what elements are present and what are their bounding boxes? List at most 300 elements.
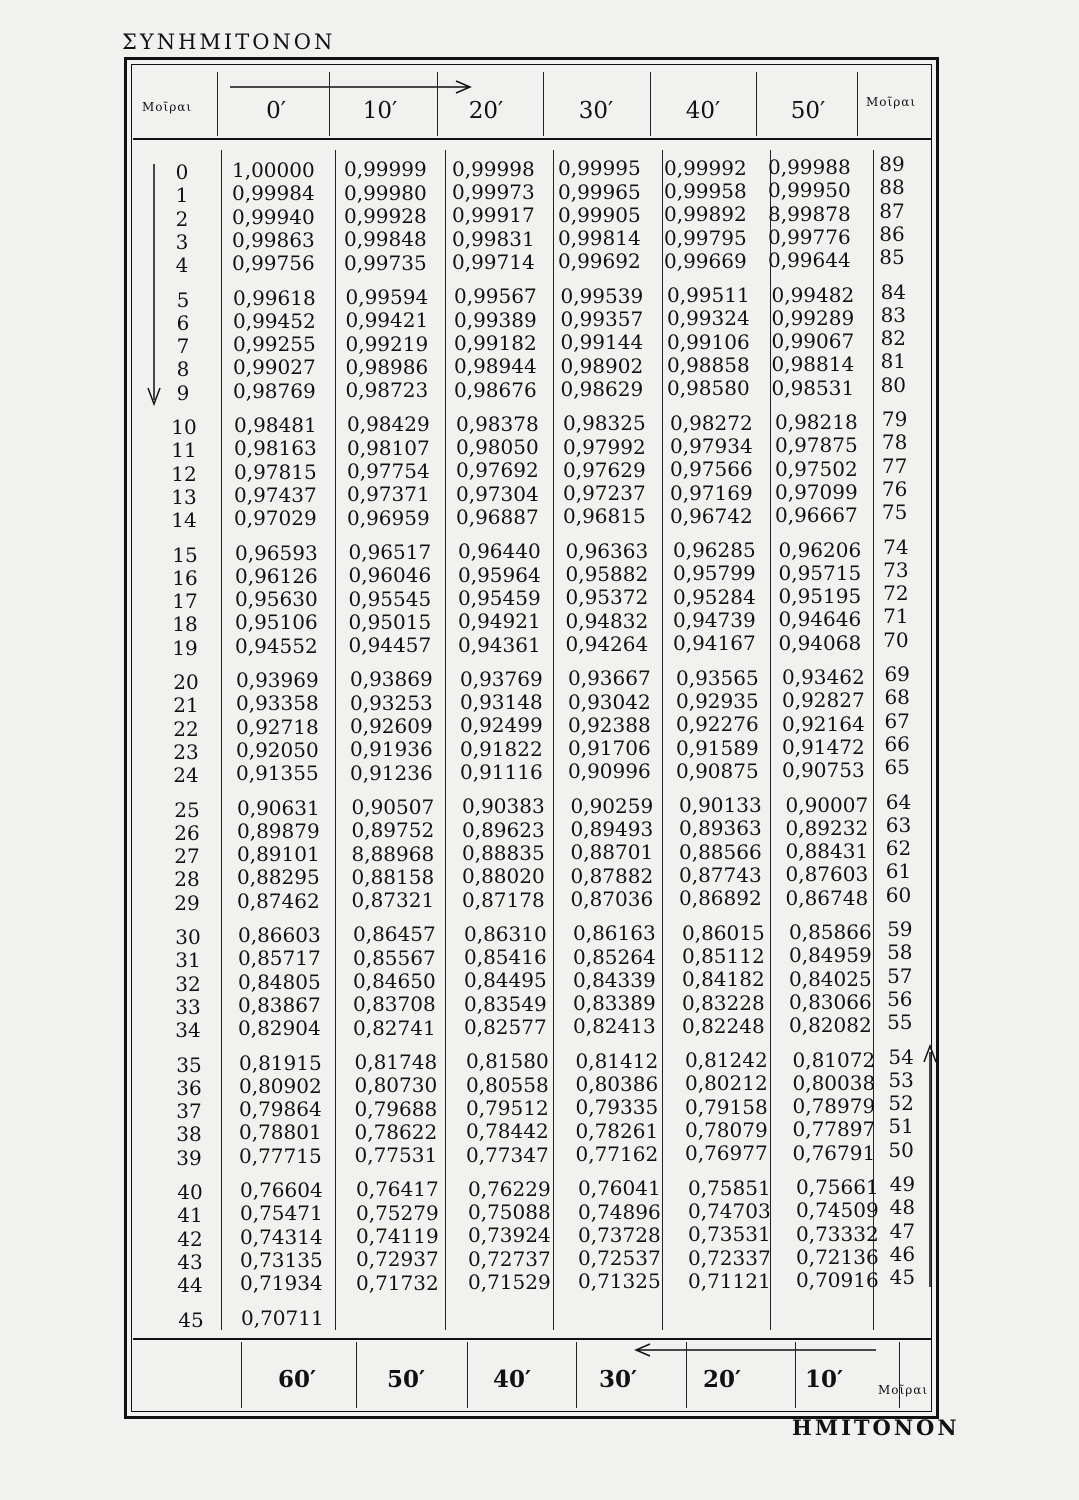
complement-degree-label: 79 [881, 407, 908, 431]
value-cell: 0,87603 [785, 862, 869, 887]
complement-degree-label: 80 [880, 372, 907, 397]
degree-label: 9 [176, 380, 190, 405]
value-cell: 0,81915 [239, 1050, 322, 1075]
complement-degree-label: 61 [885, 859, 912, 884]
value-cell: 0,73332 [796, 1221, 879, 1246]
header-divider-5 [756, 72, 757, 136]
degree-label: 14 [171, 508, 197, 533]
value-cell: 0,72136 [796, 1244, 879, 1269]
value-cell: 0,85264 [573, 944, 656, 969]
value-cell: 0,92276 [676, 712, 759, 737]
value-cell: 0,95964 [458, 562, 541, 587]
value-cell: 0,96742 [670, 503, 753, 528]
complement-degree-label: 60 [885, 882, 912, 907]
value-cell: 0,90507 [351, 794, 435, 819]
value-cell: 0,99998 [452, 156, 535, 181]
degree-label: 25 [174, 797, 200, 822]
value-cell: 0,94646 [778, 607, 862, 632]
value-cell: 0,78979 [792, 1094, 876, 1119]
value-cell: 0,99995 [558, 156, 641, 181]
value-cell: 0,95015 [348, 609, 432, 634]
value-cell: 0,99965 [558, 179, 641, 204]
value-cell: 0,92827 [782, 688, 865, 713]
header-divider-4 [650, 72, 651, 136]
degree-label: 0 [175, 160, 189, 184]
header-col-1: 10′ [362, 98, 398, 124]
footer-col-0: 60′ [277, 1366, 317, 1393]
complement-degree-label: 70 [883, 627, 909, 652]
header-divider-6 [857, 72, 858, 136]
value-cell: 0,74703 [688, 1198, 771, 1223]
value-cell: 0,96363 [565, 538, 649, 563]
complement-degree-label: 66 [884, 731, 910, 756]
value-cell: 0,99644 [768, 248, 851, 273]
column-divider-1 [335, 150, 336, 1330]
value-cell: 0,76791 [792, 1140, 876, 1165]
value-cell: 0,98272 [670, 410, 753, 435]
degree-label: 42 [177, 1226, 203, 1251]
value-cell: 0,99357 [560, 307, 644, 331]
value-cell: 0,76041 [578, 1176, 661, 1201]
value-cell: 0,88431 [785, 839, 869, 864]
value-cell: 0,91706 [568, 736, 651, 761]
value-cell: 0,90007 [785, 792, 869, 817]
degree-label: 13 [171, 484, 197, 509]
degree-label: 16 [172, 565, 198, 590]
value-cell: 0,92050 [236, 737, 319, 762]
value-cell: 0,90383 [462, 794, 545, 819]
value-cell: 0,98676 [454, 377, 537, 402]
value-cell: 0,85112 [682, 943, 765, 968]
value-cell: 0,99848 [344, 227, 427, 252]
value-cell: 0,92164 [782, 711, 865, 736]
value-cell: 0,93358 [236, 691, 319, 716]
value-cell: 0,99324 [667, 306, 750, 331]
value-cell: 0,99973 [452, 180, 535, 205]
complement-degree-label: 50 [888, 1137, 914, 1162]
value-cell: 0,75851 [688, 1175, 771, 1200]
degree-label: 23 [173, 739, 199, 764]
value-cell: 0,76417 [356, 1177, 439, 1202]
value-cell: 0,79158 [685, 1094, 768, 1119]
value-cell: 0,88566 [679, 839, 762, 864]
value-cell: 0,99421 [345, 308, 429, 333]
complement-degree-label: 76 [881, 476, 908, 501]
value-cell: 0,94068 [778, 630, 862, 655]
value-cell: 0,98580 [667, 376, 750, 401]
value-cell: 0,96815 [563, 504, 646, 529]
value-cell: 0,85567 [353, 945, 436, 970]
degree-label: 24 [173, 763, 199, 788]
value-cell: 0,95195 [778, 584, 862, 609]
value-cell: 0,99027 [233, 355, 316, 380]
value-cell: 0,98378 [456, 411, 539, 436]
value-cell: 0,99539 [560, 283, 644, 308]
value-cell: 0,83708 [353, 992, 436, 1017]
value-cell: 0,95284 [673, 584, 756, 609]
header-divider-2 [437, 72, 438, 136]
value-cell: 0,99255 [233, 332, 316, 357]
value-cell: 0,96440 [458, 539, 541, 564]
complement-degree-label: 55 [887, 1010, 913, 1035]
degree-label: 15 [172, 542, 198, 567]
value-cell: 0,79688 [354, 1096, 438, 1121]
degree-label: 8 [176, 357, 190, 382]
value-cell: 0,99988 [768, 155, 851, 179]
footer-divider-6 [899, 1342, 900, 1408]
value-cell: 0,97371 [347, 482, 430, 507]
value-cell: 0,90259 [570, 793, 654, 818]
degree-label: 19 [172, 635, 198, 660]
degree-label: 3 [175, 229, 189, 254]
value-cell: 0,93869 [350, 667, 433, 692]
value-cell: 0,99863 [232, 227, 315, 252]
value-cell: 0,97754 [347, 459, 430, 483]
value-cell: 0,89101 [237, 842, 320, 867]
value-cell: 0,97934 [670, 433, 753, 458]
footer-col-2: 40′ [492, 1366, 532, 1393]
footer-divider-1 [356, 1342, 357, 1408]
value-cell: 0,78079 [685, 1118, 768, 1142]
footer-col-1: 50′ [386, 1366, 426, 1393]
value-cell: 0,82741 [353, 1015, 436, 1040]
value-cell: 0,98629 [560, 376, 644, 401]
degree-label: 18 [172, 612, 198, 637]
value-cell: 0,79512 [466, 1095, 549, 1120]
value-cell: 0,86748 [785, 885, 869, 910]
value-cell: 0,90133 [679, 793, 762, 818]
value-cell: 0,82413 [573, 1014, 656, 1039]
value-cell: 0,98858 [667, 353, 750, 377]
value-cell: 0,98429 [347, 412, 430, 437]
value-cell: 0,84650 [353, 969, 436, 993]
value-cell: 0,90631 [237, 795, 320, 820]
value-cell: 0,77347 [466, 1142, 549, 1167]
value-cell: 0,71529 [468, 1270, 551, 1294]
right-arrow-icon [228, 78, 478, 96]
value-cell: 0,95799 [673, 561, 756, 586]
header-divider-1 [329, 72, 330, 136]
degree-label: 32 [175, 971, 201, 996]
degree-label: 28 [174, 867, 200, 892]
value-cell: 0,70711 [241, 1305, 324, 1330]
value-cell: 0,99905 [558, 202, 641, 227]
value-cell: 0,94832 [565, 608, 649, 633]
value-cell: 0,95630 [235, 587, 318, 612]
value-cell: 0,87743 [679, 863, 762, 887]
value-cell: 0,99289 [771, 305, 855, 330]
value-cell: 0,99144 [560, 330, 644, 355]
degree-label: 34 [175, 1018, 201, 1043]
degree-label: 12 [171, 461, 197, 486]
value-cell: 0,80386 [575, 1072, 659, 1096]
value-cell: 0,83549 [464, 991, 547, 1016]
value-cell: 0,96206 [778, 537, 862, 562]
header-right-label: Μοῖραι [866, 95, 917, 109]
value-cell: 0,76229 [468, 1176, 551, 1201]
complement-degree-label: 85 [879, 245, 905, 270]
value-cell: 0,81242 [685, 1048, 768, 1073]
complement-degree-label: 49 [889, 1172, 916, 1196]
value-cell: 8,99878 [768, 201, 851, 226]
column-divider-4 [662, 150, 663, 1330]
value-cell: 0,95372 [565, 585, 649, 610]
bottom-title: ΗΜΙΤΟΝΟΝ [792, 1415, 960, 1440]
degree-label: 41 [177, 1203, 203, 1228]
complement-degree-label: 78 [881, 430, 908, 455]
value-cell: 0,91589 [676, 735, 759, 760]
degree-label: 4 [175, 253, 189, 278]
complement-degree-label: 46 [889, 1241, 916, 1266]
value-cell: 0,99182 [454, 330, 537, 355]
top-title: ΣΥΝΗΜΙΤΟΝΟΝ [122, 30, 336, 54]
value-cell: 0,96593 [235, 540, 318, 565]
value-cell: 0,84495 [464, 968, 547, 993]
value-cell: 0,70916 [796, 1268, 879, 1293]
value-cell: 0,98531 [771, 375, 855, 400]
value-cell: 0,99999 [344, 157, 427, 182]
value-cell: 0,98986 [345, 354, 429, 379]
value-cell: 0,87178 [462, 887, 545, 912]
value-cell: 0,99917 [452, 203, 535, 228]
value-cell: 0,93253 [350, 690, 433, 715]
value-cell: 0,84339 [573, 967, 656, 992]
value-cell: 0,97692 [456, 458, 539, 483]
complement-degree-label: 56 [887, 986, 913, 1011]
value-cell: 0,83066 [789, 989, 872, 1014]
value-cell: 0,87882 [570, 863, 654, 888]
header-left-label: Μοῖραι [142, 100, 193, 114]
value-cell: 0,97629 [563, 457, 646, 482]
value-cell: 0,96959 [347, 505, 430, 530]
value-cell: 0,81072 [792, 1047, 876, 1072]
value-cell: 0,90875 [676, 758, 759, 783]
complement-degree-label: 82 [880, 326, 907, 351]
value-cell: 0,81580 [466, 1049, 549, 1074]
header-col-0: 0′ [266, 98, 286, 124]
value-cell: 0,96667 [775, 503, 858, 528]
value-cell: 0,92499 [460, 713, 543, 738]
value-cell: 0,88295 [237, 865, 320, 890]
value-cell: 0,97237 [563, 481, 646, 506]
value-cell: 0,95106 [235, 610, 318, 635]
value-cell: 0,86457 [353, 922, 436, 947]
value-cell: 0,99980 [344, 180, 427, 205]
value-cell: 0,86015 [682, 920, 765, 945]
value-cell: 0,96046 [348, 563, 432, 588]
value-cell: 0,96887 [456, 505, 539, 529]
value-cell: 0,86310 [464, 921, 547, 946]
value-cell: 0,88835 [462, 840, 545, 865]
value-cell: 0,99950 [768, 178, 851, 203]
complement-degree-label: 59 [887, 917, 913, 941]
value-cell: 0,99958 [664, 178, 747, 203]
complement-degree-label: 88 [879, 175, 905, 200]
value-cell: 0,92718 [236, 714, 319, 739]
header-divider-0 [217, 72, 218, 136]
column-divider-0 [221, 150, 222, 1330]
value-cell: 0,94361 [458, 632, 541, 657]
value-cell: 0,99776 [768, 224, 851, 249]
value-cell: 0,94167 [673, 631, 756, 656]
value-cell: 0,97099 [775, 479, 858, 504]
value-cell: 0,71732 [356, 1270, 439, 1295]
value-cell: 0,89232 [785, 815, 869, 840]
value-cell: 0,98769 [233, 378, 316, 403]
value-cell: 0,92388 [568, 712, 651, 737]
complement-degree-label: 62 [885, 836, 912, 861]
footer-divider-2 [467, 1342, 468, 1408]
value-cell: 0,79335 [575, 1095, 659, 1120]
value-cell: 0,94457 [348, 633, 432, 658]
value-cell: 0,95882 [565, 562, 649, 586]
complement-degree-label: 69 [884, 662, 910, 686]
value-cell: 0,94921 [458, 609, 541, 634]
value-cell: 0,78261 [575, 1118, 659, 1143]
degree-label: 36 [176, 1075, 202, 1100]
complement-degree-label: 67 [884, 708, 910, 733]
value-cell: 0,74509 [796, 1198, 879, 1223]
value-cell: 0,73924 [468, 1223, 551, 1248]
complement-degree-label: 64 [885, 789, 912, 814]
value-cell: 0,98944 [454, 354, 537, 379]
degree-label: 7 [176, 334, 190, 359]
degree-label: 26 [174, 820, 200, 845]
value-cell: 0,87321 [351, 888, 435, 913]
value-cell: 0,99795 [664, 225, 747, 250]
value-cell: 0,86892 [679, 886, 762, 911]
value-cell: 0,74119 [356, 1224, 439, 1248]
complement-degree-label: 77 [881, 453, 908, 478]
degree-label: 27 [174, 844, 200, 869]
complement-degree-label: 81 [880, 349, 907, 374]
complement-degree-label: 87 [879, 198, 905, 223]
value-cell: 0,72937 [356, 1247, 439, 1272]
value-cell: 0,93042 [568, 689, 651, 714]
value-cell: 0,98218 [775, 410, 858, 434]
value-cell: 0,75661 [796, 1175, 879, 1199]
value-cell: 0,96285 [673, 538, 756, 563]
value-cell: 0,78622 [354, 1119, 438, 1144]
complement-degree-label: 58 [887, 940, 913, 965]
header-col-5: 50′ [790, 98, 826, 124]
degree-label: 37 [176, 1099, 202, 1124]
value-cell: 0,89752 [351, 818, 435, 843]
value-cell: 0,99389 [454, 307, 537, 332]
value-cell: 0,82577 [464, 1015, 547, 1039]
degree-label: 10 [171, 415, 197, 439]
value-cell: 0,99831 [452, 226, 535, 251]
value-cell: 0,99106 [667, 329, 750, 354]
complement-degree-label: 63 [885, 812, 912, 837]
complement-degree-label: 48 [889, 1195, 916, 1220]
value-cell: 0,99618 [233, 285, 316, 310]
value-cell: 0,86163 [573, 921, 656, 946]
complement-degree-label: 74 [883, 534, 909, 559]
value-cell: 0,84959 [789, 943, 872, 968]
value-cell: 0,93969 [236, 668, 319, 692]
degree-label: 35 [176, 1052, 202, 1077]
value-cell: 0,97875 [775, 433, 858, 458]
value-cell: 0,84025 [789, 966, 872, 991]
footer-col-3: 30′ [598, 1366, 638, 1393]
value-cell: 0,99594 [345, 284, 429, 309]
value-cell: 0,99511 [667, 283, 750, 308]
degree-label: 33 [175, 994, 201, 1019]
value-cell: 0,92609 [350, 714, 433, 738]
degree-label: 38 [176, 1122, 202, 1147]
value-cell: 0,81412 [575, 1048, 659, 1073]
footer-divider-0 [241, 1342, 242, 1408]
value-cell: 0,88701 [570, 840, 654, 865]
complement-degree-label: 65 [884, 755, 910, 780]
complement-degree-label: 71 [883, 604, 909, 629]
value-cell: 0,99482 [771, 282, 855, 307]
degree-label: 39 [176, 1145, 202, 1170]
value-cell: 0,83867 [238, 992, 321, 1017]
complement-degree-label: 54 [888, 1044, 914, 1069]
value-cell: 0,99735 [344, 250, 427, 275]
value-cell: 0,94739 [673, 608, 756, 632]
complement-degree-label: 73 [883, 557, 909, 582]
value-cell: 0,80558 [466, 1072, 549, 1097]
footer-right-label: Μοῖραι [878, 1383, 929, 1397]
value-cell: 0,73531 [688, 1222, 771, 1247]
degree-label: 1 [175, 183, 189, 208]
complement-degree-label: 83 [880, 302, 907, 327]
column-divider-2 [445, 150, 446, 1330]
value-cell: 0,99714 [452, 250, 535, 274]
value-cell: 0,99067 [771, 329, 855, 354]
value-cell: 0,91355 [236, 761, 319, 786]
value-cell: 0,95545 [348, 586, 432, 611]
degree-label: 2 [175, 206, 189, 231]
value-cell: 0,91822 [460, 736, 543, 761]
complement-degree-label: 53 [888, 1067, 914, 1092]
value-cell: 0,82082 [789, 1013, 872, 1038]
value-cell: 0,97437 [234, 482, 317, 507]
value-cell: 0,93769 [460, 666, 543, 691]
value-cell: 0,78801 [239, 1120, 322, 1145]
value-cell: 0,95459 [458, 585, 541, 610]
value-cell: 0,99992 [664, 155, 747, 180]
value-cell: 0,98107 [347, 435, 430, 460]
value-cell: 0,98325 [563, 411, 646, 436]
footer-divider [133, 1338, 931, 1340]
degree-label: 21 [173, 693, 199, 718]
value-cell: 0,97502 [775, 456, 858, 481]
degree-label: 11 [171, 438, 197, 463]
value-cell: 0,88020 [462, 864, 545, 889]
value-cell: 0,85416 [464, 945, 547, 970]
value-cell: 0,74896 [578, 1199, 661, 1224]
value-cell: 0,95715 [778, 560, 862, 585]
degree-label: 6 [176, 310, 190, 335]
value-cell: 0,75088 [468, 1200, 551, 1225]
value-cell: 0,88158 [351, 864, 435, 889]
degree-label: 40 [177, 1180, 203, 1204]
value-cell: 0,98814 [771, 352, 855, 377]
complement-degree-label: 84 [880, 279, 907, 304]
value-cell: 0,99452 [233, 308, 316, 333]
value-cell: 0,91472 [782, 734, 865, 759]
complement-degree-label: 47 [889, 1218, 916, 1243]
value-cell: 0,98723 [345, 378, 429, 403]
value-cell: 0,98163 [234, 436, 317, 461]
value-cell: 0,90753 [782, 758, 865, 783]
value-cell: 0,93667 [568, 666, 651, 691]
value-cell: 0,89493 [570, 817, 654, 841]
